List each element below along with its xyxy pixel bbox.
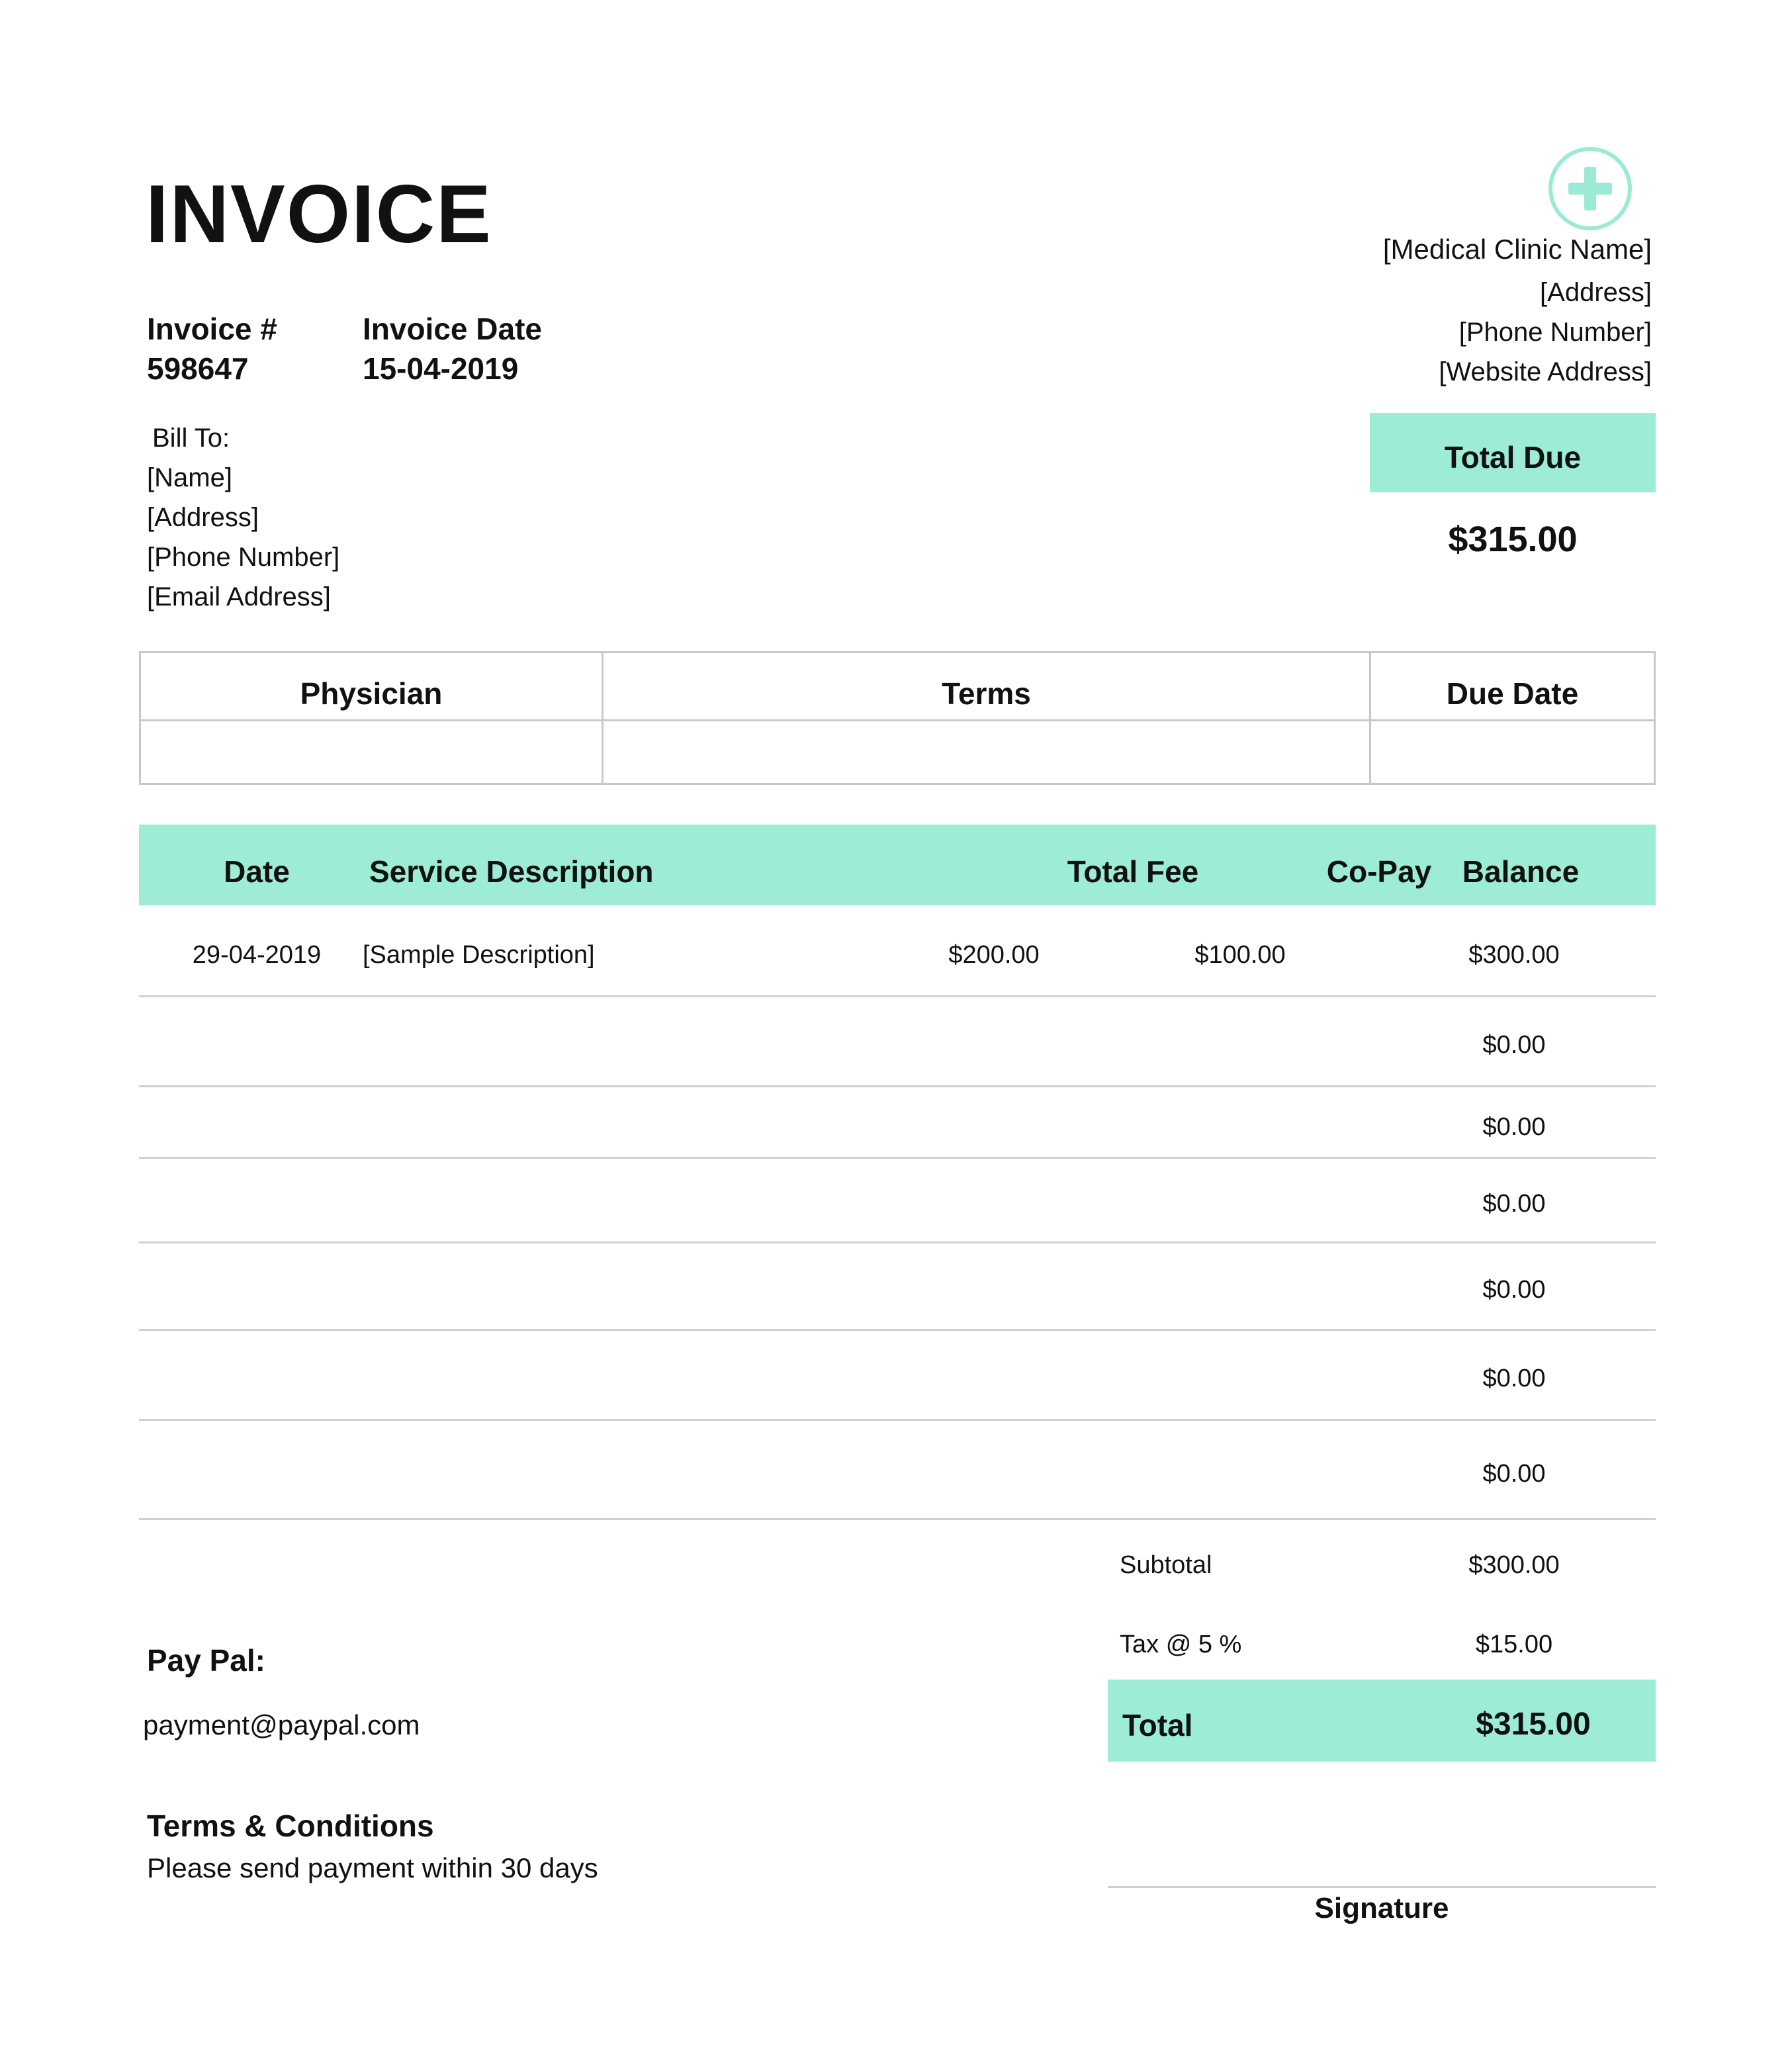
clinic-address: [Address]: [1540, 278, 1652, 307]
clinic-phone: [Phone Number]: [1458, 318, 1652, 347]
row-1-balance: $300.00: [1468, 941, 1560, 969]
terms-header: Terms: [942, 676, 1031, 711]
invoice-number-label: Invoice #: [147, 312, 277, 346]
row-2-balance: $0.00: [1482, 1031, 1546, 1059]
row-divider: [139, 1419, 1656, 1421]
total-fee-column-header: Total Fee: [1067, 854, 1199, 889]
invoice-title: INVOICE: [146, 169, 492, 260]
physician-terms-table: [139, 651, 1656, 785]
clinic-website: [Website Address]: [1439, 357, 1652, 386]
row-1-copay: $100.00: [1194, 941, 1286, 969]
total-value: $315.00: [1476, 1707, 1591, 1742]
items-table-header: [139, 825, 1656, 905]
date-column-header: Date: [224, 854, 290, 889]
tax-label: Tax @ 5 %: [1120, 1631, 1242, 1658]
due-date-header: Due Date: [1446, 676, 1579, 711]
row-4-balance: $0.00: [1482, 1190, 1546, 1218]
row-1-description: [Sample Description]: [363, 941, 595, 969]
total-due-header: [1370, 413, 1656, 492]
physician-header: Physician: [300, 676, 443, 711]
copay-column-header: Co-Pay: [1326, 854, 1432, 889]
total-due-label: Total Due: [1444, 440, 1582, 474]
row-divider: [139, 1157, 1656, 1159]
row-1-total-fee: $200.00: [948, 941, 1040, 969]
row-6-balance: $0.00: [1482, 1365, 1546, 1392]
invoice-date: 15-04-2019: [363, 351, 519, 386]
row-7-balance: $0.00: [1482, 1460, 1546, 1488]
signature-label: Signature: [1314, 1892, 1449, 1924]
total-label: Total: [1122, 1708, 1193, 1742]
row-divider: [139, 1085, 1656, 1087]
invoice-number: 598647: [147, 351, 249, 386]
terms-conditions-label: Terms & Conditions: [147, 1809, 434, 1843]
terms-conditions-text: Please send payment within 30 days: [147, 1852, 598, 1883]
bill-to-name: [Name]: [147, 463, 232, 492]
signature-line: [1108, 1886, 1656, 1888]
row-1-date: 29-04-2019: [192, 941, 322, 969]
row-3-balance: $0.00: [1482, 1113, 1546, 1141]
bill-to-address: [Address]: [147, 503, 259, 532]
total-due-amount: $315.00: [1448, 519, 1578, 559]
bill-to-phone: [Phone Number]: [147, 543, 340, 572]
bill-to-label: Bill To:: [152, 424, 230, 453]
row-divider: [139, 1329, 1656, 1331]
bill-to-email: [Email Address]: [147, 582, 331, 611]
total-row: [1108, 1680, 1656, 1762]
subtotal-label: Subtotal: [1120, 1551, 1212, 1579]
clinic-name: [Medical Clinic Name]: [1382, 234, 1652, 265]
paypal-label: Pay Pal:: [147, 1643, 265, 1678]
medical-cross-icon: [1548, 147, 1632, 230]
row-divider: [139, 995, 1656, 997]
row-divider: [139, 1241, 1656, 1243]
description-column-header: Service Description: [369, 854, 654, 889]
subtotal-value: $300.00: [1468, 1551, 1560, 1579]
invoice-date-label: Invoice Date: [363, 312, 542, 346]
paypal-email[interactable]: payment@paypal.com: [143, 1709, 420, 1740]
row-divider: [139, 1518, 1656, 1520]
balance-column-header: Balance: [1462, 854, 1580, 889]
row-5-balance: $0.00: [1482, 1276, 1546, 1304]
tax-value: $15.00: [1475, 1631, 1553, 1658]
